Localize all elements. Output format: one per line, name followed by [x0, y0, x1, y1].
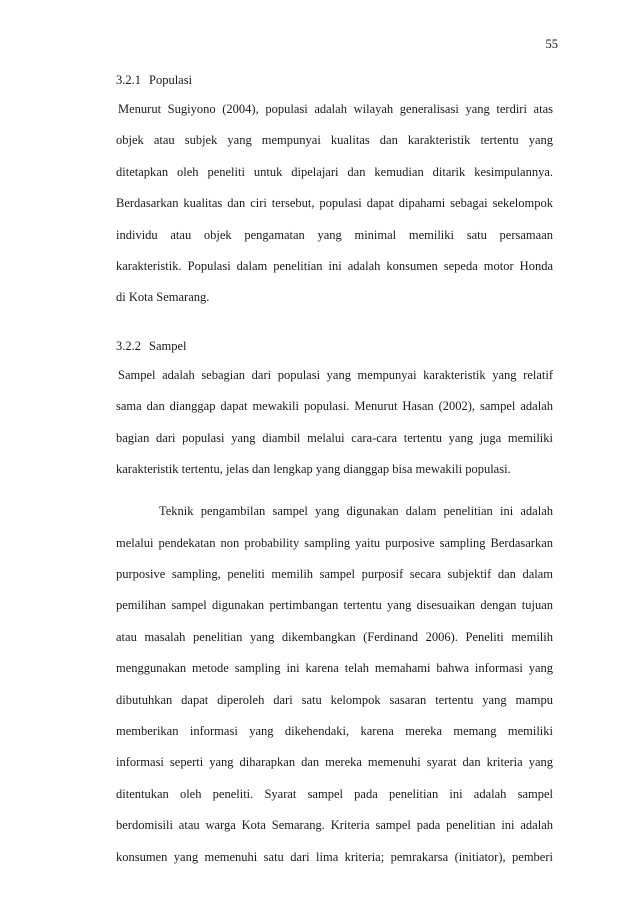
text-line: memberikan informasi yang dikehendaki, karena mereka memang memiliki: [116, 724, 553, 739]
paragraph-sampel-2: [116, 496, 553, 873]
page-content: [116, 70, 553, 873]
paragraph-populasi: [116, 94, 553, 314]
text-line: di Kota Semarang.: [116, 290, 210, 305]
section-number: 3.2.1: [116, 73, 141, 87]
text-line: Berdasarkan kualitas dan ciri tersebut, populasi dapat dipahami sebagai sekelompok: [116, 196, 553, 211]
spacer: [116, 314, 553, 336]
text-line: karakteristik. Populasi dalam penelitian ini adalah konsumen sepeda motor Honda: [116, 258, 553, 273]
text-line: karakteristik tertentu, jelas dan lengkap yang dianggap bisa mewakili populasi.: [116, 461, 511, 476]
text-line: Menurut Sugiyono (2004), populasi adalah wilayah generalisasi yang terdiri atas: [118, 102, 553, 116]
text-line: objek atau subjek yang mempunyai kualitas dan karakteristik tertentu yang: [116, 133, 553, 148]
text-line: atau masalah penelitian yang dikembangkan (Ferdinand 2006). Peneliti memilih: [116, 629, 553, 644]
section-title: Sampel: [149, 338, 187, 353]
text-line: dibutuhkan dapat diperoleh dari satu kelompok sasaran tertentu yang mampu: [116, 692, 553, 707]
text-line: berdomisili atau warga Kota Semarang. Kriteria sampel pada penelitian ini adalah: [116, 818, 553, 833]
paragraph-sampel-1: [116, 360, 553, 486]
text-line: melalui pendekatan non probability sampling yaitu purposive sampling Berdasarkan: [116, 535, 553, 550]
text-line: bagian dari populasi yang diambil melalui cara-cara tertentu yang juga memiliki: [116, 430, 553, 445]
section-heading-sampel: [116, 336, 553, 356]
text-line: ditetapkan oleh peneliti untuk dipelajari dan kemudian ditarik kesimpulannya.: [116, 164, 553, 179]
text-line: menggunakan metode sampling ini karena telah memahami bahwa informasi yang: [116, 661, 553, 676]
text-line: ditentukan oleh peneliti. Syarat sampel pada penelitian ini adalah sampel: [116, 786, 553, 801]
text-line: individu atau objek pengamatan yang minimal memiliki satu persamaan: [116, 227, 553, 242]
section-title: Populasi: [149, 73, 193, 87]
text-line: purposive sampling, peneliti memilih sampel purposif secara subjektif dan dalam: [116, 567, 553, 582]
text-line: Sampel adalah sebagian dari populasi yang mempunyai karakteristik yang relatif: [118, 367, 553, 382]
text-line: pemilihan sampel digunakan pertimbangan tertentu yang disesuaikan dengan tujuan: [116, 598, 553, 613]
text-line: sama dan dianggap dapat mewakili populasi. Menurut Hasan (2002), sampel adalah: [116, 399, 553, 414]
text-line: konsumen yang memenuhi satu dari lima kriteria; pemrakarsa (initiator), pemberi: [116, 849, 553, 864]
page-number: 55: [545, 37, 558, 51]
section-number: 3.2.2: [116, 338, 141, 353]
text-line: Teknik pengambilan sampel yang digunakan dalam penelitian ini adalah: [159, 504, 553, 519]
section-heading-populasi: [116, 70, 553, 90]
text-line: informasi seperti yang diharapkan dan mereka memenuhi syarat dan kriteria yang: [116, 755, 553, 770]
spacer: [116, 485, 553, 496]
